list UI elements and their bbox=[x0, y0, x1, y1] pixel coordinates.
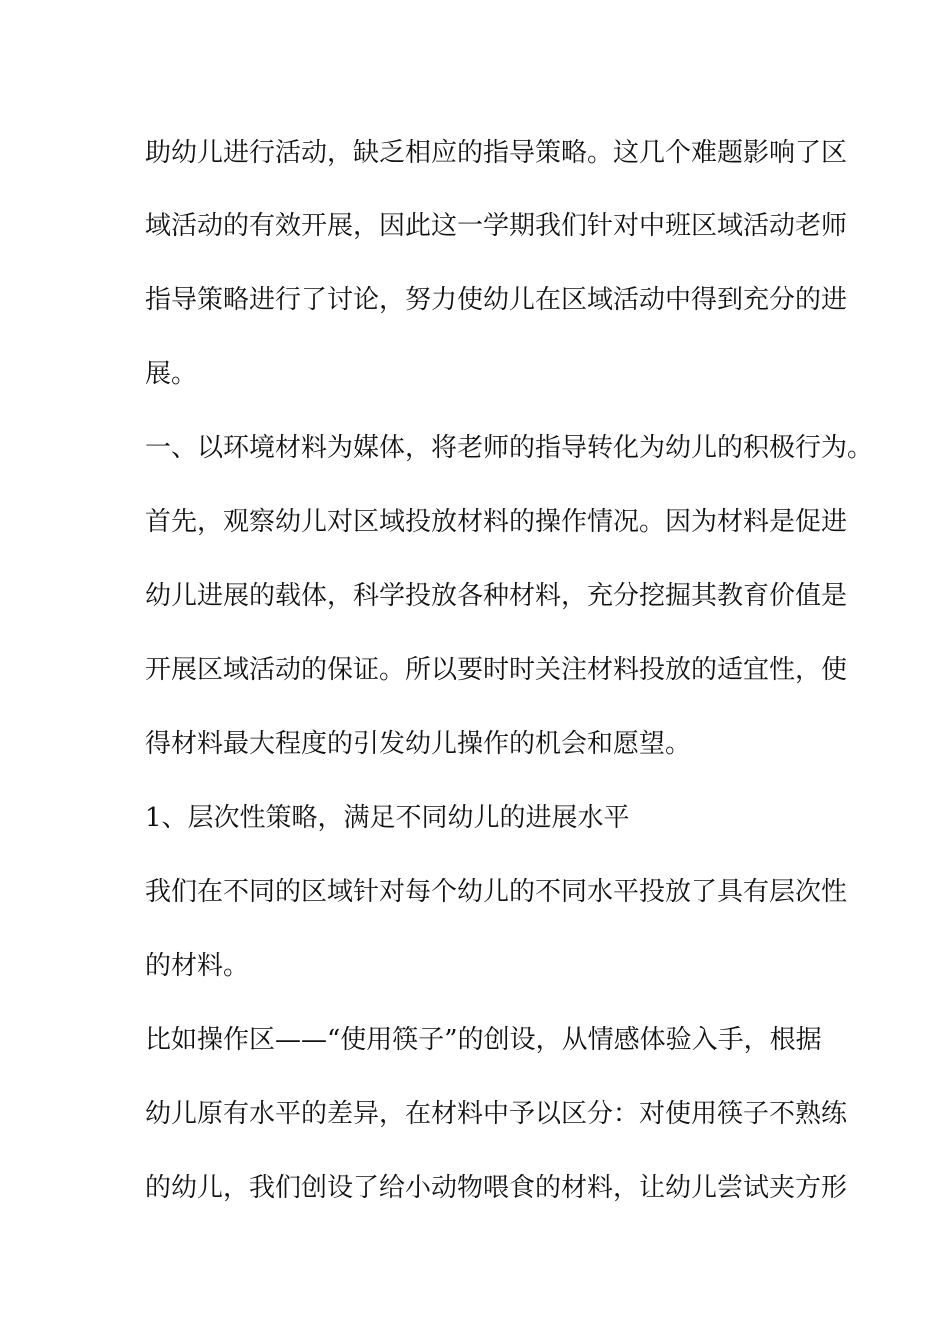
section-heading: 一、以环境材料为媒体，将老师的指导转化为幼儿的积极行为。 bbox=[145, 433, 874, 463]
text-line: 的幼儿，我们创设了给小动物喂食的材料，让幼儿尝试夹方形 bbox=[145, 1173, 848, 1203]
text-line: 指导策略进行了讨论，努力使幼儿在区域活动中得到充分的进 bbox=[145, 285, 848, 315]
text-line: 首先，观察幼儿对区域投放材料的操作情况。因为材料是促进 bbox=[145, 507, 848, 537]
text-line: 助幼儿进行活动，缺乏相应的指导策略。这几个难题影响了区 bbox=[145, 138, 848, 168]
text-line: 开展区域活动的保证。所以要时时关注材料投放的适宜性，使 bbox=[145, 655, 848, 685]
text-line: 幼儿进展的载体，科学投放各种材料，充分挖掘其教育价值是 bbox=[145, 581, 848, 611]
text-line: 的材料。 bbox=[145, 951, 250, 981]
text-line: 我们在不同的区域针对每个幼儿的不同水平投放了具有层次性 bbox=[145, 877, 848, 907]
text-line: 展。 bbox=[145, 359, 198, 389]
subsection-heading: 1、层次性策略，满足不同幼儿的进展水平 bbox=[145, 803, 630, 833]
text-line: 比如操作区——“使用筷子”的创设，从情感体验入手，根据 bbox=[145, 1025, 822, 1055]
text-line: 幼儿原有水平的差异，在材料中予以区分：对使用筷子不熟练 bbox=[145, 1099, 848, 1129]
text-line: 得材料最大程度的引发幼儿操作的机会和愿望。 bbox=[145, 729, 692, 759]
text-line: 域活动的有效开展，因此这一学期我们针对中班区域活动老师 bbox=[145, 211, 848, 241]
